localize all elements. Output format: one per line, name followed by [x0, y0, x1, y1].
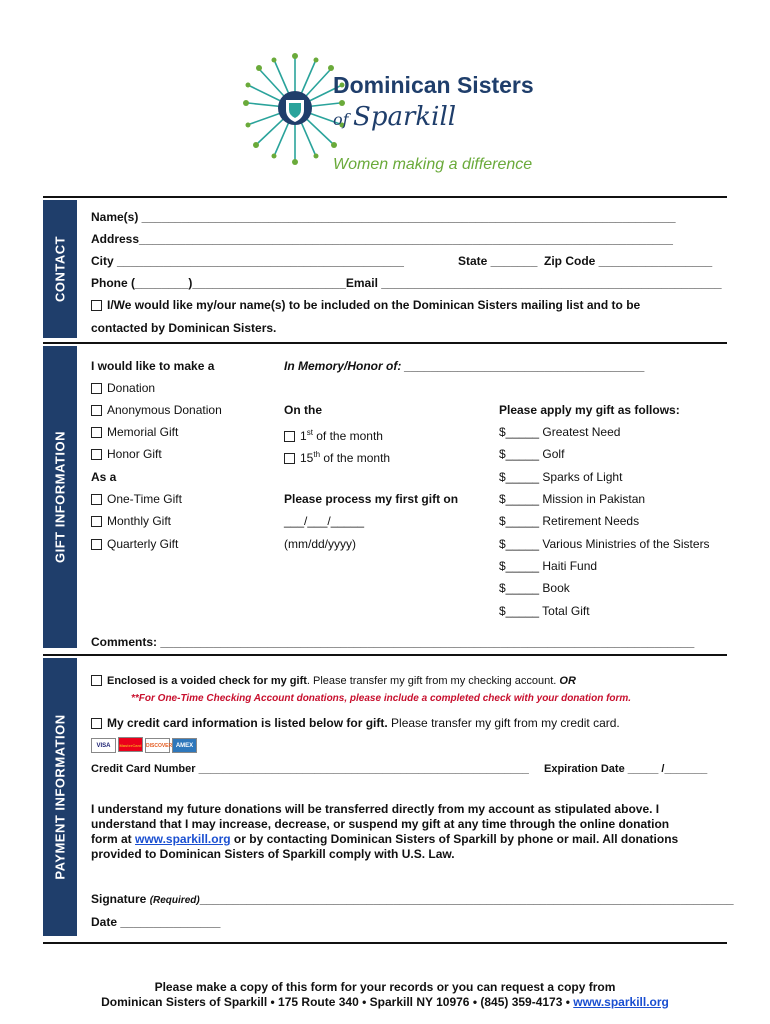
understand-paragraph — [91, 802, 731, 862]
fifteenth-of-month-sup: th — [313, 450, 321, 459]
city-field[interactable]: City ___________________________________________ — [91, 254, 404, 268]
allocation-label: Sparks of Light — [542, 470, 623, 484]
allocation-amount-field[interactable]: $_____ — [499, 559, 540, 573]
gift-type-label: Honor Gift — [107, 447, 162, 461]
first-of-month-rest: of the month — [312, 429, 383, 443]
credit-card-label: My credit card information is listed below for gift. — [107, 716, 388, 730]
signature-label: Signature — [91, 892, 147, 906]
voided-check-rest: . Please transfer my gift from my checking account. — [306, 675, 557, 687]
org-name-line1: Dominican Sisters — [333, 72, 534, 98]
top-rule — [43, 196, 727, 198]
allocation-row — [499, 447, 564, 462]
names-field[interactable]: Name(s) ________________________________________________________________________________ — [91, 210, 676, 224]
signature-required: (Required) — [149, 895, 200, 906]
card-number-field[interactable]: Credit Card Number ______________________________________________________ — [91, 763, 529, 775]
gift-type-label: Anonymous Donation — [107, 403, 222, 417]
voided-check-checkbox[interactable] — [91, 675, 102, 686]
first-gift-date-field[interactable]: ___/___/_____ — [284, 514, 365, 528]
allocation-amount-field[interactable]: $_____ — [499, 537, 540, 551]
allocation-amount-field[interactable]: $_____ — [499, 425, 540, 439]
payment-section-label: PAYMENT INFORMATION — [52, 714, 68, 880]
footer-line2: Dominican Sisters of Sparkill • 175 Route 340 • Sparkill NY 10976 • (845) 359-4173 • — [101, 995, 574, 1009]
state-field[interactable]: State _______ — [458, 254, 538, 268]
mailing-list-checkbox[interactable] — [91, 300, 102, 311]
understand-line: I understand my future donations will be transferred directly from my account as stipulated above. I — [91, 802, 660, 816]
logo — [240, 48, 540, 188]
phone-email-field[interactable]: Phone (________)_______________________Email ___________________________________________________ — [91, 276, 722, 290]
bottom-rule — [43, 942, 727, 944]
fifteenth-of-month-rest: of the month — [320, 451, 391, 465]
credit-card-rest: Please transfer my gift from my credit card. — [387, 716, 620, 730]
understand-line: form at — [91, 832, 136, 846]
footer — [0, 980, 770, 1010]
footer-line1: Please make a copy of this form for your records or you can request a copy from — [154, 980, 616, 994]
on-the-heading: On the — [284, 403, 322, 417]
gift-sidebar — [43, 346, 77, 648]
card-logos — [91, 734, 199, 753]
contact-section-label: CONTACT — [52, 235, 68, 303]
signature-field[interactable]: ________________________________________________________________________________ — [199, 892, 734, 906]
allocation-row — [499, 470, 622, 485]
address-field[interactable]: Address________________________________________________________________________________ — [91, 232, 673, 246]
allocation-label: Retirement Needs — [542, 514, 640, 528]
understand-line: provided to Dominican Sisters of Sparkill comply with U.S. Law. — [91, 847, 455, 861]
comments-field[interactable]: Comments: ________________________________________________________________________________ — [91, 635, 695, 649]
allocation-label: Haiti Fund — [542, 559, 598, 573]
make-heading: I would like to make a — [91, 359, 215, 373]
amex-card-icon: AMEX — [172, 738, 197, 753]
discover-card-icon: DISCOVER — [145, 738, 170, 753]
monthly-gift-checkbox[interactable] — [91, 516, 102, 527]
allocation-label: Golf — [542, 447, 565, 461]
zip-field[interactable]: Zip Code _________________ — [544, 254, 713, 268]
allocation-amount-field[interactable]: $_____ — [499, 581, 540, 595]
fifteenth-of-month-checkbox[interactable] — [284, 453, 295, 464]
first-of-month-num: 1 — [300, 429, 307, 443]
apply-heading: Please apply my gift as follows: — [499, 403, 680, 417]
rule-after-gift — [43, 654, 727, 656]
frequency-label: Quarterly Gift — [107, 537, 179, 551]
gift-type-label: Memorial Gift — [107, 425, 179, 439]
as-a-heading: As a — [91, 470, 117, 484]
checking-note: **For One-Time Checking Account donations, please include a completed check with your donation form. — [131, 693, 632, 704]
mastercard-icon: MasterCard — [118, 737, 143, 752]
first-of-month-sup: st — [306, 428, 313, 437]
understand-line: or by contacting Dominican Sisters of Sparkill by phone or mail. All donations — [230, 832, 679, 846]
allocation-amount-field[interactable]: $_____ — [499, 447, 540, 461]
org-name-line2: Sparkill — [353, 102, 457, 132]
frequency-label: Monthly Gift — [107, 514, 172, 528]
understand-line: understand that I may increase, decrease, or suspend my gift at any time through the online donation — [91, 817, 670, 831]
allocation-row — [499, 581, 570, 596]
footer-link[interactable]: www.sparkill.org — [573, 995, 669, 1009]
allocation-amount-field[interactable]: $_____ — [499, 604, 540, 618]
contact-sidebar — [43, 200, 77, 338]
sparkill-link[interactable]: www.sparkill.org — [135, 832, 231, 846]
expiration-field[interactable]: Expiration Date _____ /_______ — [544, 763, 708, 775]
rule-after-contact — [43, 342, 727, 344]
allocation-amount-field[interactable]: $_____ — [499, 470, 540, 484]
allocation-row — [499, 537, 710, 552]
donation-checkbox[interactable] — [91, 383, 102, 394]
allocation-label: Mission in Pakistan — [542, 492, 646, 506]
one-time-gift-checkbox[interactable] — [91, 494, 102, 505]
anonymous-donation-checkbox[interactable] — [91, 405, 102, 416]
frequency-label: One-Time Gift — [107, 492, 182, 506]
gift-type-label: Donation — [107, 381, 156, 395]
mailing-list-label-cont: contacted by Dominican Sisters. — [91, 321, 277, 335]
quarterly-gift-checkbox[interactable] — [91, 539, 102, 550]
fifteenth-of-month-num: 15 — [300, 451, 314, 465]
mailing-list-label: I/We would like my/our name(s) to be included on the Dominican Sisters mailing list and to be — [107, 298, 641, 312]
gift-section-label: GIFT INFORMATION — [52, 431, 68, 563]
allocation-label: Book — [542, 581, 570, 595]
allocation-row — [499, 514, 639, 529]
allocation-amount-field[interactable]: $_____ — [499, 514, 540, 528]
allocation-row — [499, 492, 645, 507]
allocation-row — [499, 425, 620, 440]
first-gift-heading: Please process my first gift on — [284, 492, 459, 506]
allocation-label: Total Gift — [542, 604, 590, 618]
allocation-label: Greatest Need — [542, 425, 621, 439]
voided-check-label: Enclosed is a voided check for my gift — [107, 675, 307, 687]
memorial-gift-checkbox[interactable] — [91, 427, 102, 438]
date-field[interactable]: Date _______________ — [91, 915, 221, 929]
credit-card-checkbox[interactable] — [91, 718, 102, 729]
org-name-of: of — [333, 110, 349, 129]
or-label: OR — [559, 675, 576, 687]
payment-sidebar — [43, 658, 77, 936]
tagline: Women making a difference — [333, 156, 533, 173]
memory-honor-field[interactable]: In Memory/Honor of: ____________________________________ — [284, 359, 645, 373]
allocation-row — [499, 559, 597, 574]
allocation-label: Various Ministries of the Sisters — [542, 537, 710, 551]
visa-card-icon: VISA — [91, 738, 116, 753]
date-format-hint: (mm/dd/yyyy) — [284, 537, 356, 551]
honor-gift-checkbox[interactable] — [91, 449, 102, 460]
allocation-row — [499, 604, 590, 619]
first-of-month-checkbox[interactable] — [284, 431, 295, 442]
allocation-amount-field[interactable]: $_____ — [499, 492, 540, 506]
